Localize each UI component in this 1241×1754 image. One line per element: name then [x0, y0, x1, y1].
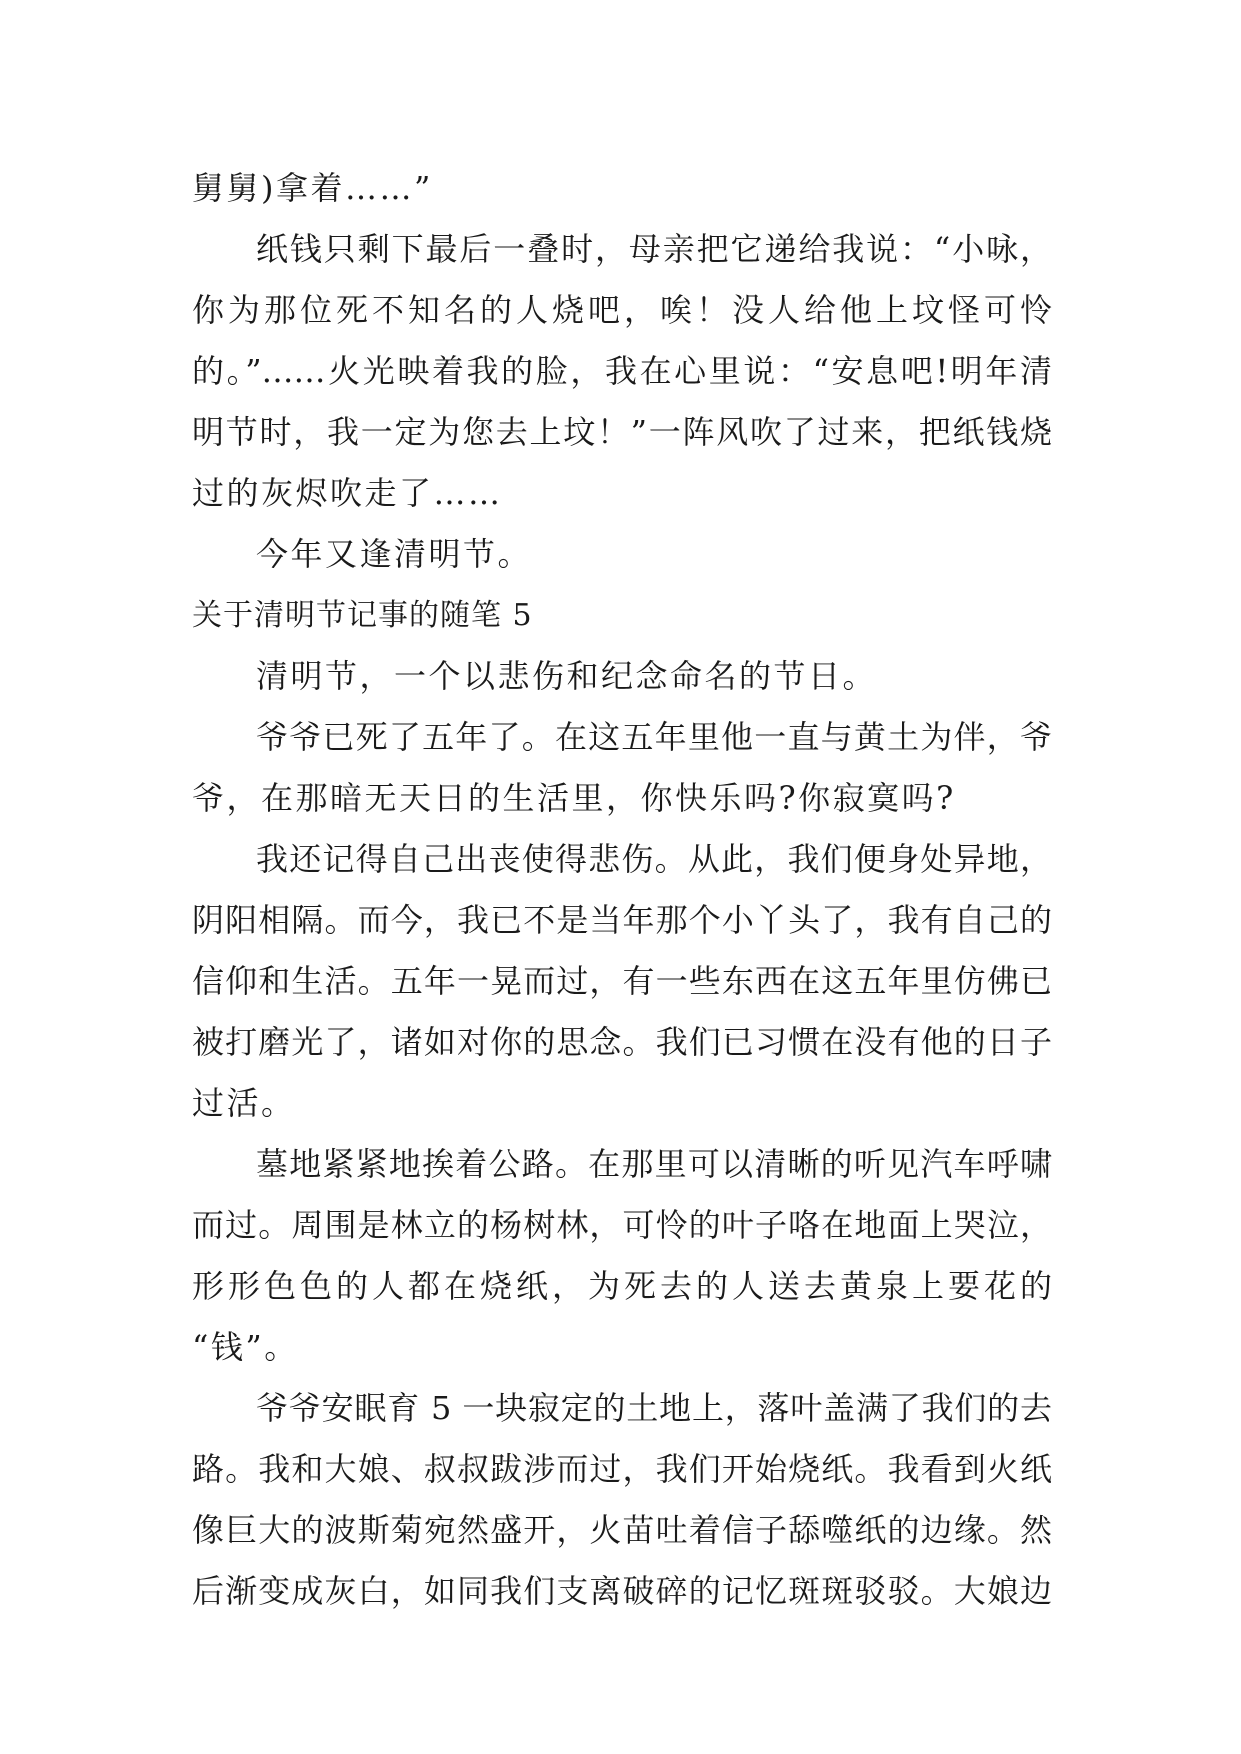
text-line: 墓地紧紧地挨着公路。在那里可以清晰的听见汽车呼啸 [256, 1145, 1052, 1183]
document-body [192, 158, 1052, 1622]
text-line: 过活。 [192, 1084, 296, 1122]
text-line: 形形色色的人都在烧纸，为死去的人送去黄泉上要花的 [192, 1267, 1052, 1305]
text-line: 爷爷已死了五年了。在这五年里他一直与黄土为伴，爷 [256, 718, 1052, 756]
text-line: 今年又逢清明节。 [256, 535, 533, 573]
text-line: 信仰和生活。五年一晃而过，有一些东西在这五年里仿佛已 [192, 962, 1052, 1000]
text-line: 纸钱只剩下最后一叠时，母亲把它递给我说：“小咏， [256, 230, 1052, 268]
text-line: 的。”……火光映着我的脸，我在心里说：“安息吧!明年清 [192, 352, 1052, 390]
text-line: 你为那位死不知名的人烧吧，唉！没人给他上坟怪可怜 [192, 291, 1052, 329]
text-line: 被打磨光了，诸如对你的思念。我们已习惯在没有他的日子 [192, 1023, 1052, 1061]
text-line: 而过。周围是林立的杨树林，可怜的叶子咯在地面上哭泣， [192, 1206, 1052, 1244]
text-line: 舅舅)拿着……” [192, 169, 433, 207]
text-line: 过的灰烬吹走了…… [192, 474, 503, 512]
text-line: 清明节，一个以悲伤和纪念命名的节日。 [256, 657, 878, 695]
text-line: “钱”。 [192, 1328, 299, 1366]
text-line: 后渐变成灰白，如同我们支离破碎的记忆斑斑驳驳。大娘边 [192, 1572, 1052, 1610]
text-line: 爷爷安眠育 5 一块寂定的土地上，落叶盖满了我们的去 [256, 1389, 1052, 1427]
text-line: 阴阳相隔。而今，我已不是当年那个小丫头了，我有自己的 [192, 901, 1052, 939]
text-line: 爷，在那暗无天日的生活里，你快乐吗?你寂寞吗? [192, 779, 956, 817]
text-line: 明节时，我一定为您去上坟！”一阵风吹了过来，把纸钱烧 [192, 413, 1052, 451]
text-line: 我还记得自己出丧使得悲伤。从此，我们便身处异地， [256, 840, 1052, 878]
section-heading: 关于清明节记事的随笔 5 [192, 598, 533, 633]
text-line: 像巨大的波斯菊宛然盛开，火苗吐着信子舔噬纸的边缘。然 [192, 1511, 1052, 1549]
text-line: 路。我和大娘、叔叔跋涉而过，我们开始烧纸。我看到火纸 [192, 1450, 1052, 1488]
